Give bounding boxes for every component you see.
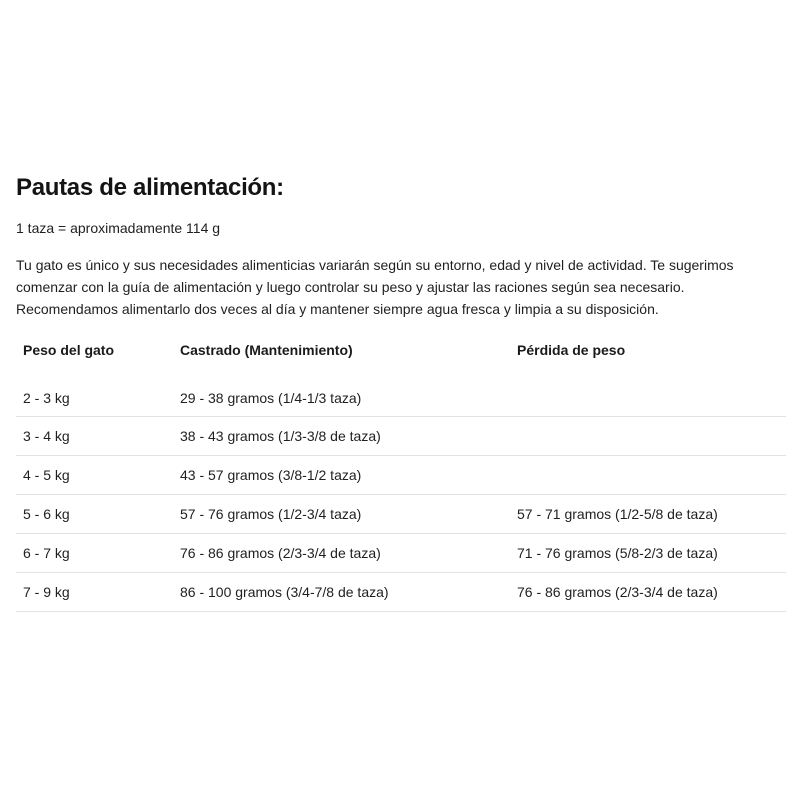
feeding-table	[16, 342, 786, 612]
cell-cat-weight: 3 - 4 kg	[16, 417, 173, 456]
table-row	[16, 380, 786, 417]
cup-conversion-text: 1 taza = aproximadamente 114 g	[16, 220, 221, 236]
feeding-guidelines-section	[16, 170, 800, 612]
cell-weight-loss	[510, 417, 786, 456]
header-weight-loss: Pérdida de peso	[517, 342, 626, 358]
cell-weight-loss: 76 - 86 gramos (2/3-3/4 de taza)	[510, 573, 786, 612]
cell-cat-weight: 5 - 6 kg	[16, 495, 173, 534]
cell-cat-weight: 6 - 7 kg	[16, 534, 173, 573]
cell-maintenance: 57 - 76 gramos (1/2-3/4 taza)	[173, 495, 510, 534]
cell-maintenance: 38 - 43 gramos (1/3-3/8 de taza)	[173, 417, 510, 456]
cell-maintenance: 76 - 86 gramos (2/3-3/4 de taza)	[173, 534, 510, 573]
cell-weight-loss	[510, 380, 786, 417]
cell-weight-loss: 57 - 71 gramos (1/2-5/8 de taza)	[510, 495, 786, 534]
table-row	[16, 417, 786, 456]
header-neutered-maintenance: Castrado (Mantenimiento)	[180, 342, 353, 358]
cell-weight-loss	[510, 456, 786, 495]
cell-weight-loss: 71 - 76 gramos (5/8-2/3 de taza)	[510, 534, 786, 573]
intro-line: Recomendamos alimentarlo dos veces al día y mantener siempre agua fresca y limpia a su disposición.	[16, 301, 659, 317]
cell-cat-weight: 4 - 5 kg	[16, 456, 173, 495]
header-cat-weight: Peso del gato	[23, 342, 115, 358]
intro-paragraph	[16, 254, 800, 320]
intro-line: comenzar con la guía de alimentación y luego controlar su peso y ajustar las raciones según sea necesario.	[16, 279, 685, 295]
table-header-row	[16, 342, 786, 380]
table-row	[16, 534, 786, 573]
cell-maintenance: 86 - 100 gramos (3/4-7/8 de taza)	[173, 573, 510, 612]
cell-maintenance: 43 - 57 gramos (3/8-1/2 taza)	[173, 456, 510, 495]
cell-cat-weight: 7 - 9 kg	[16, 573, 173, 612]
page-title: Pautas de alimentación:	[16, 174, 284, 201]
table-row	[16, 573, 786, 612]
intro-line: Tu gato es único y sus necesidades alimenticias variarán según su entorno, edad y nivel de actividad. Te sugerimos	[16, 257, 734, 273]
cell-cat-weight: 2 - 3 kg	[16, 380, 173, 417]
table-row	[16, 495, 786, 534]
table-row	[16, 456, 786, 495]
cell-maintenance: 29 - 38 gramos (1/4-1/3 taza)	[173, 380, 510, 417]
